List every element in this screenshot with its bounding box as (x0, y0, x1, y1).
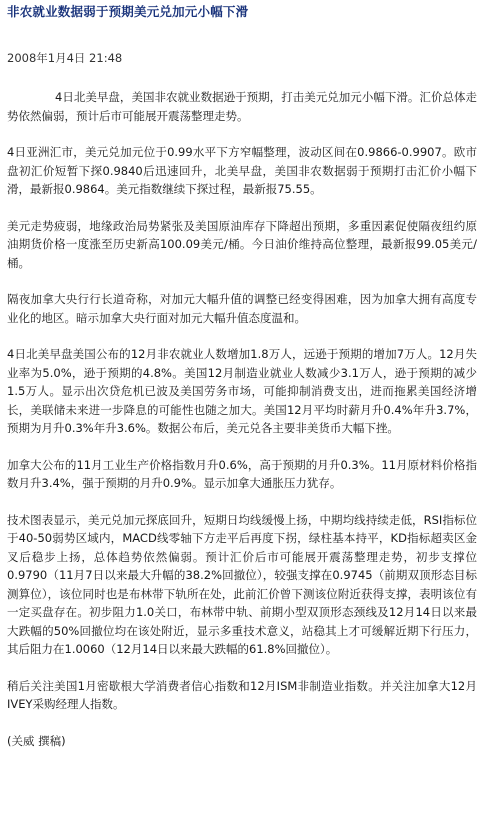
paragraph-lead: 4日北美早盘，美国非农就业数据逊于预期，打击美元兑加元小幅下滑。汇价总体走势依然偏弱，预计后市可能展开震荡整理走势。 (7, 90, 477, 123)
article-title: 非农就业数据弱于预期美元兑加元小幅下滑 (7, 4, 249, 19)
paragraph-us-data: 4日北美早盘美国公布的12月非农就业人数增加1.8万人，远逊于预期的增加7万人。12月失业率为5.0%，逊于预期的4.8%。美国12月制造业就业人数减少3.1万人，逊于预期的减少1.5万人。显示出次贷危机已波及美国劳务市场，可能抑制消费支出，进而拖累美国经济增长，美联储未来进一步降息的可能性也随之加大。美国12月平均时薪月升0.4%年升3.7%，预期为月升0.3%年升3.6%。数据公布后，美元兑各主要非美货币大幅下挫。 (7, 347, 477, 435)
paragraph-oil: 美元走势疲弱，地缘政治局势紧张及美国原油库存下降超出预期，多重因素促使隔夜纽约原油期货价格一度涨至历史新高100.09美元/桶。今日油价维持高位整理，最新报99.05美元/桶。 (7, 218, 477, 270)
article-date: 2008年1月4日 21:48 (7, 51, 123, 65)
byline: (关威 撰稿) (7, 733, 66, 748)
article-body (7, 88, 477, 750)
paragraph-technical: 技术图表显示，美元兑加元探底回升，短期日均线缓慢上扬，中期均线持续走低，RSI指标位于40-50弱势区域内，MACD线零轴下方走平后再度下拐，绿柱基本持平，KD指标超卖区金叉后稳步上扬，总体趋势依然偏弱。预计汇价后市可能展开震荡整理走势，初步支撑位0.9790（11月7日以来最大升幅的38.2%回撤位），较强支撑在0.9745（前期双顶形态目标测算位），该位同时也是布林带下轨所在处，此前汇价曾下测该位附近获得支撑，表明该位有一定买盘存在。初步阻力1.0关口，布林带中轨、前期小型双顶形态颈线及12月14日以来最大跌幅的50%回撤位均在该处附近，显示多重技术意义，站稳其上才可缓解近期下行压力，其后阻力在1.0060（12月14日以来最大跌幅的61.8%回撤位）。 (7, 512, 477, 656)
paragraph-boc: 隔夜加拿大央行行长道奇称，对加元大幅升值的调整已经变得困难，因为加拿大拥有高度专业化的地区。暗示加拿大央行面对加元大幅升值态度温和。 (7, 292, 477, 325)
paragraph-outlook: 稍后关注美国1月密歇根大学消费者信心指数和12月ISM非制造业指数。并关注加拿大12月IVEY采购经理人指数。 (7, 678, 477, 711)
paragraph-asia-market: 4日亚洲汇市，美元兑加元位于0.99水平下方窄幅整理，波动区间在0.9866-0.9907。欧市盘初汇价短暂下探0.9840后迅速回升，北美早盘，美国非农数据弱于预期打击汇价小幅下滑，最新报0.9864。美元指数继续下探过程，最新报75.55。 (7, 145, 477, 196)
paragraph-canada-data: 加拿大公布的11月工业生产价格指数月升0.6%，高于预期的月升0.3%。11月原材料价格指数月升3.4%，强于预期的月升0.9%。显示加拿大通胀压力犹存。 (7, 457, 477, 490)
